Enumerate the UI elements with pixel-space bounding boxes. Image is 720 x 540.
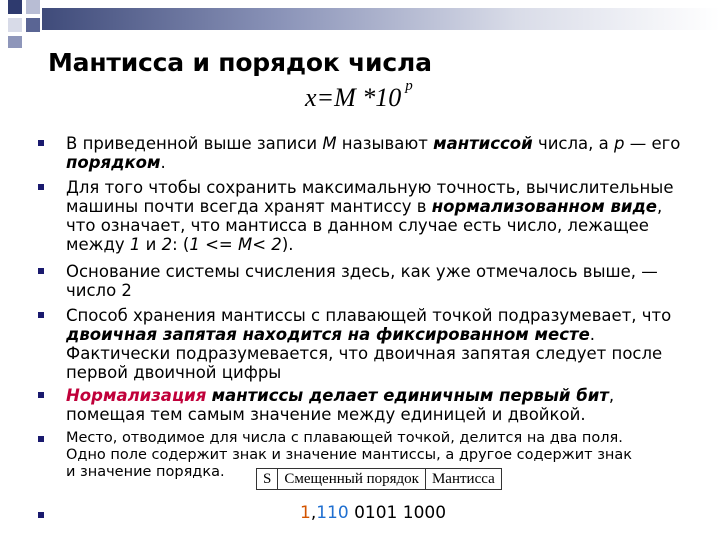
decor-square: [8, 18, 22, 32]
bullet-icon: [38, 312, 44, 318]
title-decoration: [0, 0, 720, 48]
formula-exponent: p: [405, 78, 413, 95]
decor-square: [26, 0, 40, 14]
format-cell-sign: S: [257, 469, 278, 490]
format-cell-exponent: Смещенный порядок: [278, 469, 426, 490]
list-item-text: Нормализация мантиссы делает единичным первый бит, помещая тем самым значение между единицей и двойкой.: [66, 386, 615, 424]
sign-bit: 1: [300, 503, 311, 523]
bullet-icon: [38, 140, 44, 146]
bullet-icon: [38, 392, 44, 398]
decor-square: [8, 0, 22, 14]
format-cell-mantissa: Мантисса: [425, 469, 501, 490]
list-item-text: Основание системы счисления здесь, как уже отмечалось выше, — число 2: [66, 262, 658, 300]
bullet-icon: [38, 436, 44, 442]
list-item-text: Способ хранения мантиссы с плавающей точкой подразумевает, что двоичная запятая находится на фиксированном месте. Фактически подразумевается, что двоичная запятая следует после первой двоичной цифры: [66, 306, 672, 382]
mantissa-bits: 0101 1000: [348, 503, 447, 523]
formula-base: x=M *10: [305, 83, 402, 112]
formula: [305, 78, 413, 113]
exponent-bits: 110: [316, 503, 349, 523]
decor-square: [8, 36, 22, 48]
bullet-icon: [38, 512, 44, 518]
list-item-text: В приведенной выше записи M называют мантиссой числа, а p — его порядком.: [66, 134, 681, 172]
binary-comma: ,: [310, 503, 317, 523]
bullet-icon: [38, 268, 44, 274]
list-item-text: Для того чтобы сохранить максимальную точность, вычислительные машины почти всегда хранят мантиссу в нормализованном виде, что означает, что мантисса в данном случае есть число, лежащее между 1 и 2: (1 <= M< 2).: [66, 178, 674, 254]
decor-square: [26, 18, 40, 32]
format-table: [256, 468, 502, 490]
title-band: [42, 8, 720, 30]
page-title: Мантисса и порядок числа: [48, 48, 432, 77]
bullet-icon: [38, 184, 44, 190]
binary-example: [300, 503, 446, 523]
list-item-text: Место, отводимое для числа с плавающей точкой, делится на два поля. Одно поле содержит знак и значение мантиссы, а другое содержит знак и значение порядка.: [66, 430, 633, 480]
